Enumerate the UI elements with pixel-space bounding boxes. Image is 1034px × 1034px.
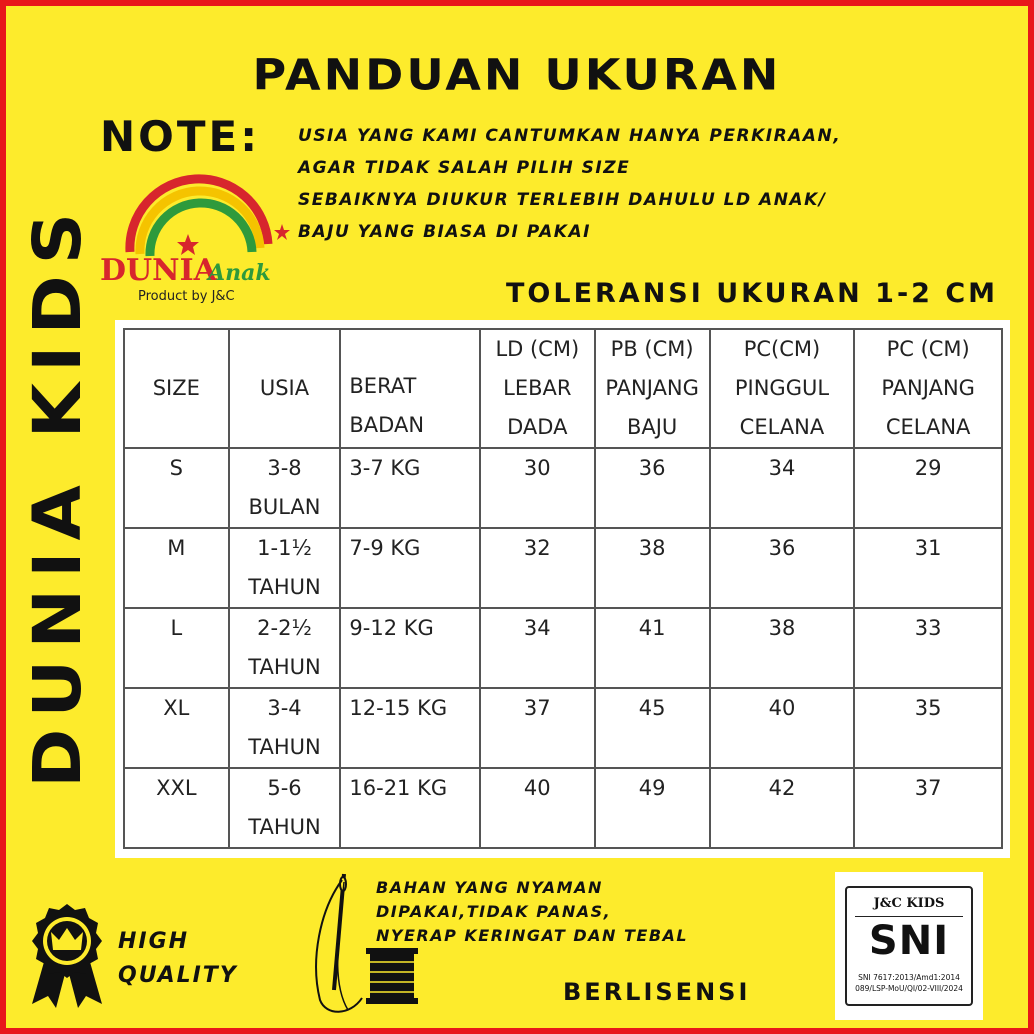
fabric-line: NYERAP KERINGAT DAN TEBAL xyxy=(376,926,689,945)
sni-mark xyxy=(845,886,973,1006)
cell-size: S xyxy=(124,448,229,528)
cell-pb: 38 xyxy=(595,528,710,608)
header-pb: PB (CM) PANJANG BAJU xyxy=(595,329,710,448)
side-brand-svg xyxy=(19,200,96,790)
cell-size: XL xyxy=(124,688,229,768)
logo-brand-suffix: Anak xyxy=(208,260,271,286)
cell-ld: 40 xyxy=(480,768,595,848)
award-ribbon-svg xyxy=(22,900,112,1010)
high-quality-label xyxy=(118,925,238,993)
cell-berat: 16-21 KG xyxy=(340,768,480,848)
table-row xyxy=(124,448,1002,528)
sni-logo-text: SNI xyxy=(868,918,950,964)
note-line: AGAR TIDAK SALAH PILIH SIZE xyxy=(298,158,631,178)
cell-pc-panjang: 35 xyxy=(854,688,1002,768)
cell-pc-pinggul: 34 xyxy=(710,448,855,528)
licensed-label: BERLISENSI xyxy=(563,978,751,1006)
header-ld: LD (CM) LEBAR DADA xyxy=(480,329,595,448)
cell-usia: 2-2½ TAHUN xyxy=(229,608,341,688)
header-pc-pinggul: PC(CM) PINGGUL CELANA xyxy=(710,329,855,448)
cell-ld: 37 xyxy=(480,688,595,768)
cell-ld: 34 xyxy=(480,608,595,688)
fabric-line: BAHAN YANG NYAMAN xyxy=(376,878,603,897)
header-berat: BERAT BADAN xyxy=(340,329,480,448)
cell-pb: 45 xyxy=(595,688,710,768)
table-row xyxy=(124,768,1002,848)
note-line: SEBAIKNYA DIUKUR TERLEBIH DAHULU LD ANAK/ xyxy=(298,190,827,210)
note-line: USIA YANG KAMI CANTUMKAN HANYA PERKIRAAN, xyxy=(298,126,842,146)
logo-brand: DUNIA xyxy=(100,253,217,288)
high-quality-line: HIGH xyxy=(118,929,190,954)
sni-certification-badge xyxy=(835,872,983,1020)
sni-brand: J&C KIDS xyxy=(873,896,945,911)
sni-divider xyxy=(855,916,963,917)
cell-ld: 30 xyxy=(480,448,595,528)
sni-standard-line: 089/LSP-MoU/QI/02-VIII/2024 xyxy=(855,984,963,993)
cell-pc-pinggul: 38 xyxy=(710,608,855,688)
star-icon xyxy=(274,224,290,240)
star-icon xyxy=(177,234,199,255)
cell-size: XXL xyxy=(124,768,229,848)
table-row xyxy=(124,688,1002,768)
cell-berat: 7-9 KG xyxy=(340,528,480,608)
note-line: BAJU YANG BIASA DI PAKAI xyxy=(298,222,591,242)
sni-standard-line: SNI 7617:2013/Amd1:2014 xyxy=(858,973,960,982)
header-pc-panjang: PC (CM) PANJANG CELANA xyxy=(854,329,1002,448)
dunia-anak-logo xyxy=(100,182,300,302)
cell-size: M xyxy=(124,528,229,608)
side-brand-text xyxy=(19,200,96,790)
award-ribbon-icon xyxy=(22,900,112,1010)
side-brand-label: DUNIA KIDS xyxy=(19,247,96,788)
cell-pc-panjang: 33 xyxy=(854,608,1002,688)
cell-pc-pinggul: 36 xyxy=(710,528,855,608)
table-row xyxy=(124,608,1002,688)
size-chart xyxy=(115,320,1010,858)
cell-usia: 3-4 TAHUN xyxy=(229,688,341,768)
header-size: SIZE xyxy=(124,329,229,448)
cell-pb: 49 xyxy=(595,768,710,848)
fabric-line: DIPAKAI,TIDAK PANAS, xyxy=(376,902,612,921)
cell-pc-pinggul: 42 xyxy=(710,768,855,848)
logo-tagline: Product by J&C xyxy=(138,289,235,304)
cell-usia: 3-8 BULAN xyxy=(229,448,341,528)
thread-spool-icon xyxy=(370,952,414,1000)
high-quality-line: QUALITY xyxy=(118,963,238,988)
page-title: PANDUAN UKURAN xyxy=(252,50,782,100)
note-label: NOTE: xyxy=(100,112,260,161)
cell-usia: 5-6 TAHUN xyxy=(229,768,341,848)
sni-standard xyxy=(847,972,971,994)
cell-berat: 9-12 KG xyxy=(340,608,480,688)
header-usia: USIA xyxy=(229,329,341,448)
fabric-description xyxy=(376,876,688,948)
note-text xyxy=(298,120,1028,248)
cell-size: L xyxy=(124,608,229,688)
cell-pc-pinggul: 40 xyxy=(710,688,855,768)
cell-usia: 1-1½ TAHUN xyxy=(229,528,341,608)
cell-berat: 12-15 KG xyxy=(340,688,480,768)
cell-pc-panjang: 37 xyxy=(854,768,1002,848)
table-header-row xyxy=(124,329,1002,448)
cell-pc-panjang: 31 xyxy=(854,528,1002,608)
size-tolerance: TOLERANSI UKURAN 1-2 CM xyxy=(506,278,999,309)
cell-pc-panjang: 29 xyxy=(854,448,1002,528)
cell-pb: 36 xyxy=(595,448,710,528)
cell-pb: 41 xyxy=(595,608,710,688)
cell-ld: 32 xyxy=(480,528,595,608)
table-row xyxy=(124,528,1002,608)
cell-berat: 3-7 KG xyxy=(340,448,480,528)
logo-svg xyxy=(100,182,300,302)
size-table xyxy=(123,328,1003,849)
